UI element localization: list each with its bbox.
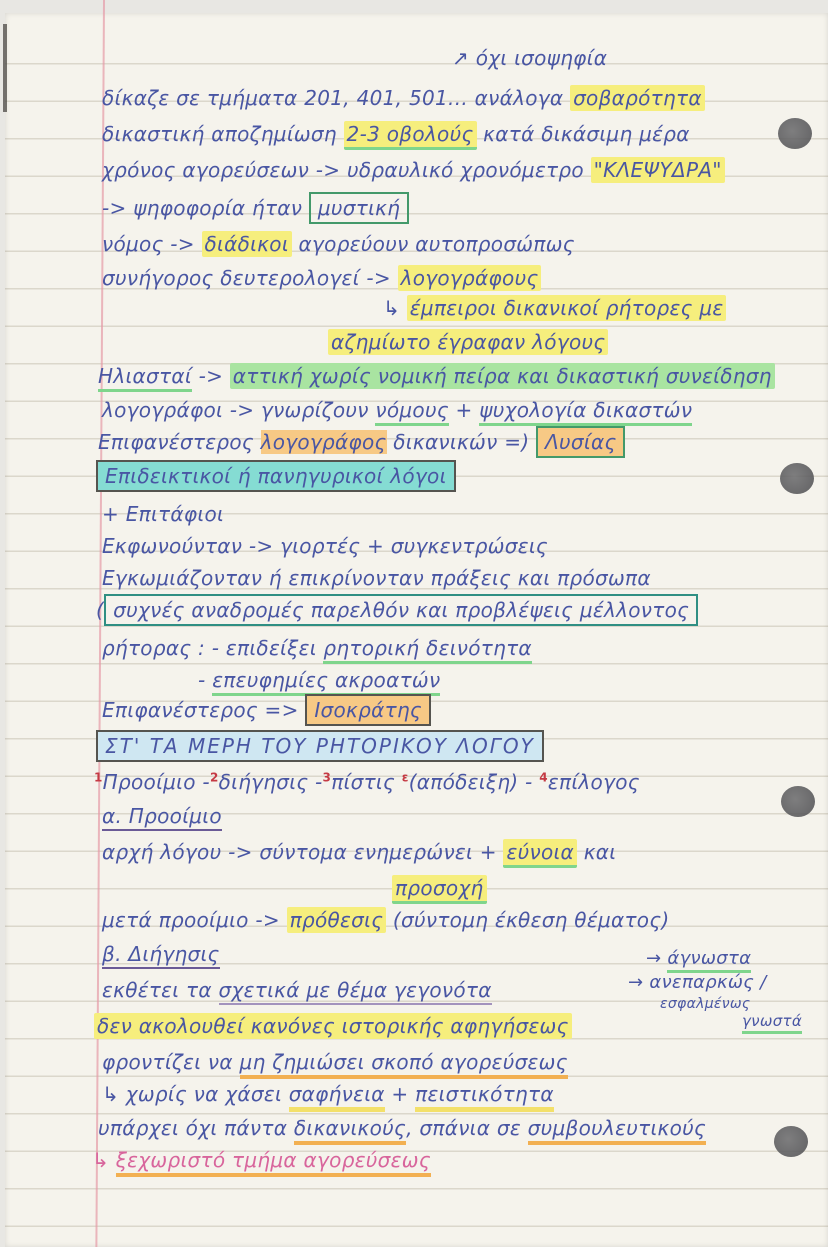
note-text: (σύντομη έκθεση θέματος) — [386, 908, 670, 932]
note-text: → ανεπαρκώς / — [628, 972, 767, 993]
note-line — [102, 566, 651, 591]
note-line — [98, 364, 775, 389]
note-text: αγορεύουν αυτοπροσώπως — [291, 232, 575, 256]
note-line-pink — [92, 1148, 431, 1173]
note-text: μη ζημιώσει σκοπό αγορεύσεως — [240, 1050, 568, 1079]
note-text: ρητορική δεινότητα — [323, 636, 532, 664]
note-line — [102, 978, 492, 1003]
note-text: Λυσίας — [536, 426, 625, 458]
note-line — [102, 502, 224, 527]
note-text: σοβαρότητα — [570, 85, 705, 111]
note-text: μυστική — [309, 192, 409, 224]
note-line — [102, 122, 690, 147]
punch-hole-shadow — [774, 1126, 808, 1157]
note-text: , σπάνια σε — [406, 1116, 528, 1140]
note-line — [198, 668, 440, 693]
note-text: 1 — [94, 770, 103, 785]
note-text: όχι ισοψηφία — [475, 46, 608, 70]
margin-note — [646, 948, 751, 971]
note-text: - — [198, 668, 213, 692]
note-text: δίκαζε σε τμήματα 201, 401, 501... ανάλογα — [102, 86, 571, 110]
note-text: χρόνος αγορεύσεων -> υδραυλικό χρονόμετρο — [102, 158, 591, 182]
note-text: φροντίζει να — [102, 1050, 240, 1074]
note-text: 2-3 οβολούς — [344, 121, 477, 150]
note-text: + — [384, 1082, 416, 1106]
note-text: εύνοια — [503, 839, 577, 868]
note-line — [98, 430, 625, 455]
note-text: + Επιτάφιοι — [102, 502, 225, 526]
note-text: ( — [96, 598, 105, 622]
note-text: επίλογος — [547, 770, 640, 794]
note-line — [102, 398, 692, 423]
note-text: Επιδεικτικοί ή πανηγυρικοί λόγοι — [96, 460, 456, 492]
note-text: διάδικοι — [202, 231, 292, 257]
note-line — [102, 232, 575, 257]
note-text: πρόθεσις — [287, 907, 387, 933]
note-text: ↳ — [383, 296, 407, 320]
note-text: ΣΤ' ΤΑ ΜΕΡΗ ΤΟΥ ΡΗΤΟΡΙΚΟΥ ΛΟΓΟΥ — [96, 730, 544, 762]
note-text: ξεχωριστό τμήμα αγορεύσεως — [116, 1148, 431, 1177]
note-line — [102, 636, 532, 661]
note-text: πειστικότητα — [415, 1082, 554, 1112]
note-line — [392, 876, 487, 901]
note-text: α. Προοίμιο — [102, 804, 222, 831]
note-text: κατά δικάσιμη μέρα — [476, 122, 690, 146]
note-text: ψυχολογία δικαστών — [479, 398, 692, 426]
note-line — [98, 1116, 706, 1141]
note-line — [102, 266, 541, 291]
note-text: αττική χωρίς νομική πείρα και δικαστική συνείδηση — [230, 363, 775, 389]
note-line — [102, 698, 431, 723]
note-text: λογογράφοι -> γνωρίζουν — [102, 398, 376, 422]
note-text: μετά προοίμιο -> — [102, 908, 287, 932]
note-text: ε — [401, 770, 409, 785]
margin-note — [628, 972, 767, 995]
note-text: "ΚΛΕΨΥΔΡΑ" — [591, 157, 725, 183]
note-text: επευφημίες ακροατών — [212, 668, 440, 696]
note-line — [102, 86, 705, 111]
note-line — [383, 296, 726, 321]
subheading-prooimio — [102, 804, 222, 829]
note-text: δικαστική αποζημίωση — [102, 122, 344, 146]
note-text: άγνωστα — [667, 948, 751, 973]
note-text: πίστις — [331, 770, 402, 794]
note-text: αρχή λόγου -> σύντομα ενημερώνει + — [102, 840, 504, 864]
note-text: β. Διήγησις — [102, 942, 220, 969]
note-line — [96, 598, 698, 623]
note-text: σαφήνεια — [289, 1082, 385, 1112]
note-line — [102, 534, 548, 559]
note-text: προσοχή — [392, 875, 487, 904]
note-text: και — [577, 840, 617, 864]
punch-hole-shadow — [778, 118, 812, 149]
note-text: γνωστά — [742, 1012, 802, 1034]
note-line — [94, 1014, 572, 1039]
note-text: νόμους — [375, 398, 448, 426]
note-text: Επιφανέστερος — [98, 430, 261, 454]
note-text: διήγησις - — [218, 770, 323, 794]
note-text: δικανικούς — [294, 1116, 406, 1145]
note-text: λογογράφος — [260, 430, 387, 454]
margin-note — [742, 1012, 802, 1031]
note-text: λογογράφους — [398, 265, 542, 291]
note-text: ↳ — [92, 1148, 116, 1172]
note-text: συμβουλευτικούς — [528, 1116, 706, 1145]
note-line — [102, 158, 725, 183]
punch-hole-shadow — [780, 463, 814, 494]
note-text: δικανικών =) — [386, 430, 537, 454]
note-text: Προοίμιο - — [102, 770, 210, 794]
note-text: εκθέτει τα — [102, 978, 219, 1002]
note-text: (απόδειξη) - — [408, 770, 540, 794]
note-text: 4 — [539, 770, 548, 785]
note-text: υπάρχει όχι πάντα — [98, 1116, 294, 1140]
note-text: -> ψηφοφορία ήταν — [102, 196, 309, 220]
note-text: + — [448, 398, 480, 422]
note-text: Εκφωνούνταν -> γιορτές + συγκεντρώσεις — [102, 534, 548, 558]
note-text: 3 — [322, 770, 332, 785]
note-text: 2 — [209, 770, 219, 785]
note-text: σχετικά με θέμα γεγονότα — [219, 978, 492, 1005]
note-line — [102, 1050, 568, 1075]
note-text: ↗ — [452, 46, 476, 70]
note-text: → — [646, 948, 668, 969]
note-text: έμπειροι δικανικοί ρήτορες με — [407, 295, 727, 321]
note-annotation-no-tie — [452, 46, 607, 71]
note-text: Επιφανέστερος => — [102, 698, 306, 722]
note-text: νόμος -> — [102, 232, 202, 256]
note-line — [102, 196, 409, 221]
subheading-diigisis — [102, 942, 220, 967]
punch-hole-shadow — [781, 786, 815, 817]
margin-note — [660, 996, 750, 1014]
note-text: συχνές αναδρομές παρελθόν και προβλέψεις μέλλοντος — [104, 594, 698, 626]
note-text: εσφαλμένως — [660, 996, 751, 1012]
note-text: -> — [191, 364, 230, 388]
note-line — [102, 840, 616, 865]
note-line — [102, 1082, 554, 1107]
note-line — [96, 464, 456, 489]
note-line — [94, 770, 640, 795]
note-text: δεν ακολουθεί κανόνες ιστορικής αφηγήσεως — [94, 1013, 572, 1039]
note-line — [328, 330, 608, 355]
note-text: ρήτορας : - επιδείξει — [102, 636, 324, 660]
note-line — [102, 908, 669, 933]
note-text: ↳ χωρίς να χάσει — [102, 1082, 289, 1106]
section-heading — [96, 734, 544, 759]
note-text: Ηλιασταί — [98, 364, 192, 392]
note-text: συνήγορος δευτερολογεί -> — [102, 266, 398, 290]
note-text: Εγκωμιάζονταν ή επικρίνονταν πράξεις και πρόσωπα — [102, 566, 651, 590]
note-text: αζημίωτο έγραφαν λόγους — [328, 329, 608, 355]
note-text: Ισοκράτης — [305, 694, 431, 726]
